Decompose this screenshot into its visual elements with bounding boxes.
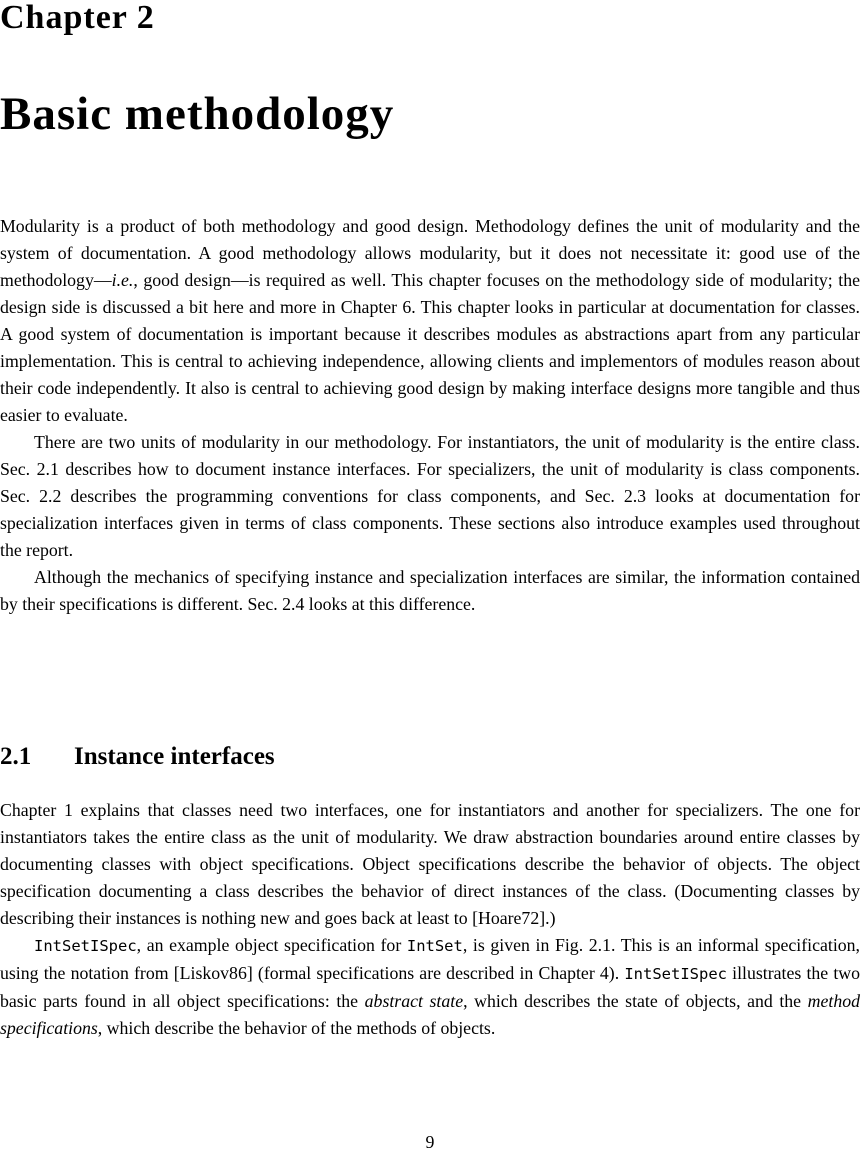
- code-identifier: IntSetISpec: [624, 965, 727, 983]
- chapter-label: Chapter 2: [0, 0, 155, 36]
- section-paragraph-1: Chapter 1 explains that classes need two interfaces, one for instantiators and another for specializers. The one for instantiators takes the entire class as the unit of modularity. We draw abstraction boundaries around entire classes by documenting classes with object specifications. Object specifications describe the behavior of objects. The object specification documenting a class describes the behavior of direct instances of the class. (Documenting classes by describing their instances is nothing new and goes back at least to [Hoare72].): [0, 800, 860, 928]
- intro-paragraph-3: Although the mechanics of specifying instance and specialization interfaces are similar, the information contained by their specifications is different. Sec. 2.4 looks at this difference.: [0, 567, 860, 614]
- code-identifier: IntSetISpec: [34, 937, 137, 955]
- section-number: 2.1: [0, 743, 32, 770]
- text-run: , good design—is required as well. This chapter focuses on the methodology side of modularity; the design side is discussed a bit here and more in Chapter 6. This chapter looks in particular at documentation for classes. A good system of documentation is important because it describes modules as abstractions apart from any particular implementation. This is central to achieving independence, allowing clients and implementors of modules reason about their code independently. It also is central to achieving good design by making interface designs more tangible and thus easier to evaluate.: [0, 270, 860, 425]
- section-heading: [0, 742, 275, 772]
- text-run: , which describes the state of objects, and the: [463, 991, 808, 1011]
- code-identifier: IntSet: [406, 937, 463, 955]
- emphasis: abstract state: [364, 991, 464, 1011]
- chapter-intro: [0, 213, 860, 618]
- text-run: , an example object specification for: [136, 935, 407, 955]
- text-run: Modularity is a product of both methodology and good design. Methodology defines the unit of modularity and the system of documentation. A good methodology allows modularity, but it does not necessitate it: good use of the methodology—: [0, 216, 860, 290]
- chapter-title: Basic methodology: [0, 88, 395, 140]
- section-title: Instance interfaces: [74, 743, 275, 770]
- page-number: 9: [425, 1132, 435, 1152]
- emphasis: i.e.: [111, 270, 134, 290]
- emphasis: method specifications: [0, 991, 861, 1038]
- intro-paragraph-2: There are two units of modularity in our methodology. For instantiators, the unit of modularity is the entire class. Sec. 2.1 describes how to document instance interfaces. For specializers, the unit of modularity is class components. Sec. 2.2 describes the programming conventions for class components, and Sec. 2.3 looks at documentation for specialization interfaces given in terms of class components. These sections also introduce examples used throughout the report.: [0, 432, 860, 560]
- text-run: , is given in Fig. 2.1. This is an informal specification, using the notation from [Liskov86] (formal specifications are described in Chapter 4).: [0, 935, 860, 983]
- intro-paragraph-1: [0, 213, 860, 429]
- section-paragraph-2: [0, 932, 860, 1042]
- text-run: illustrates the two basic parts found in all object specifications: the: [0, 963, 860, 1011]
- text-run: , which describe the behavior of the methods of objects.: [97, 1018, 496, 1038]
- section-body: [0, 797, 860, 1042]
